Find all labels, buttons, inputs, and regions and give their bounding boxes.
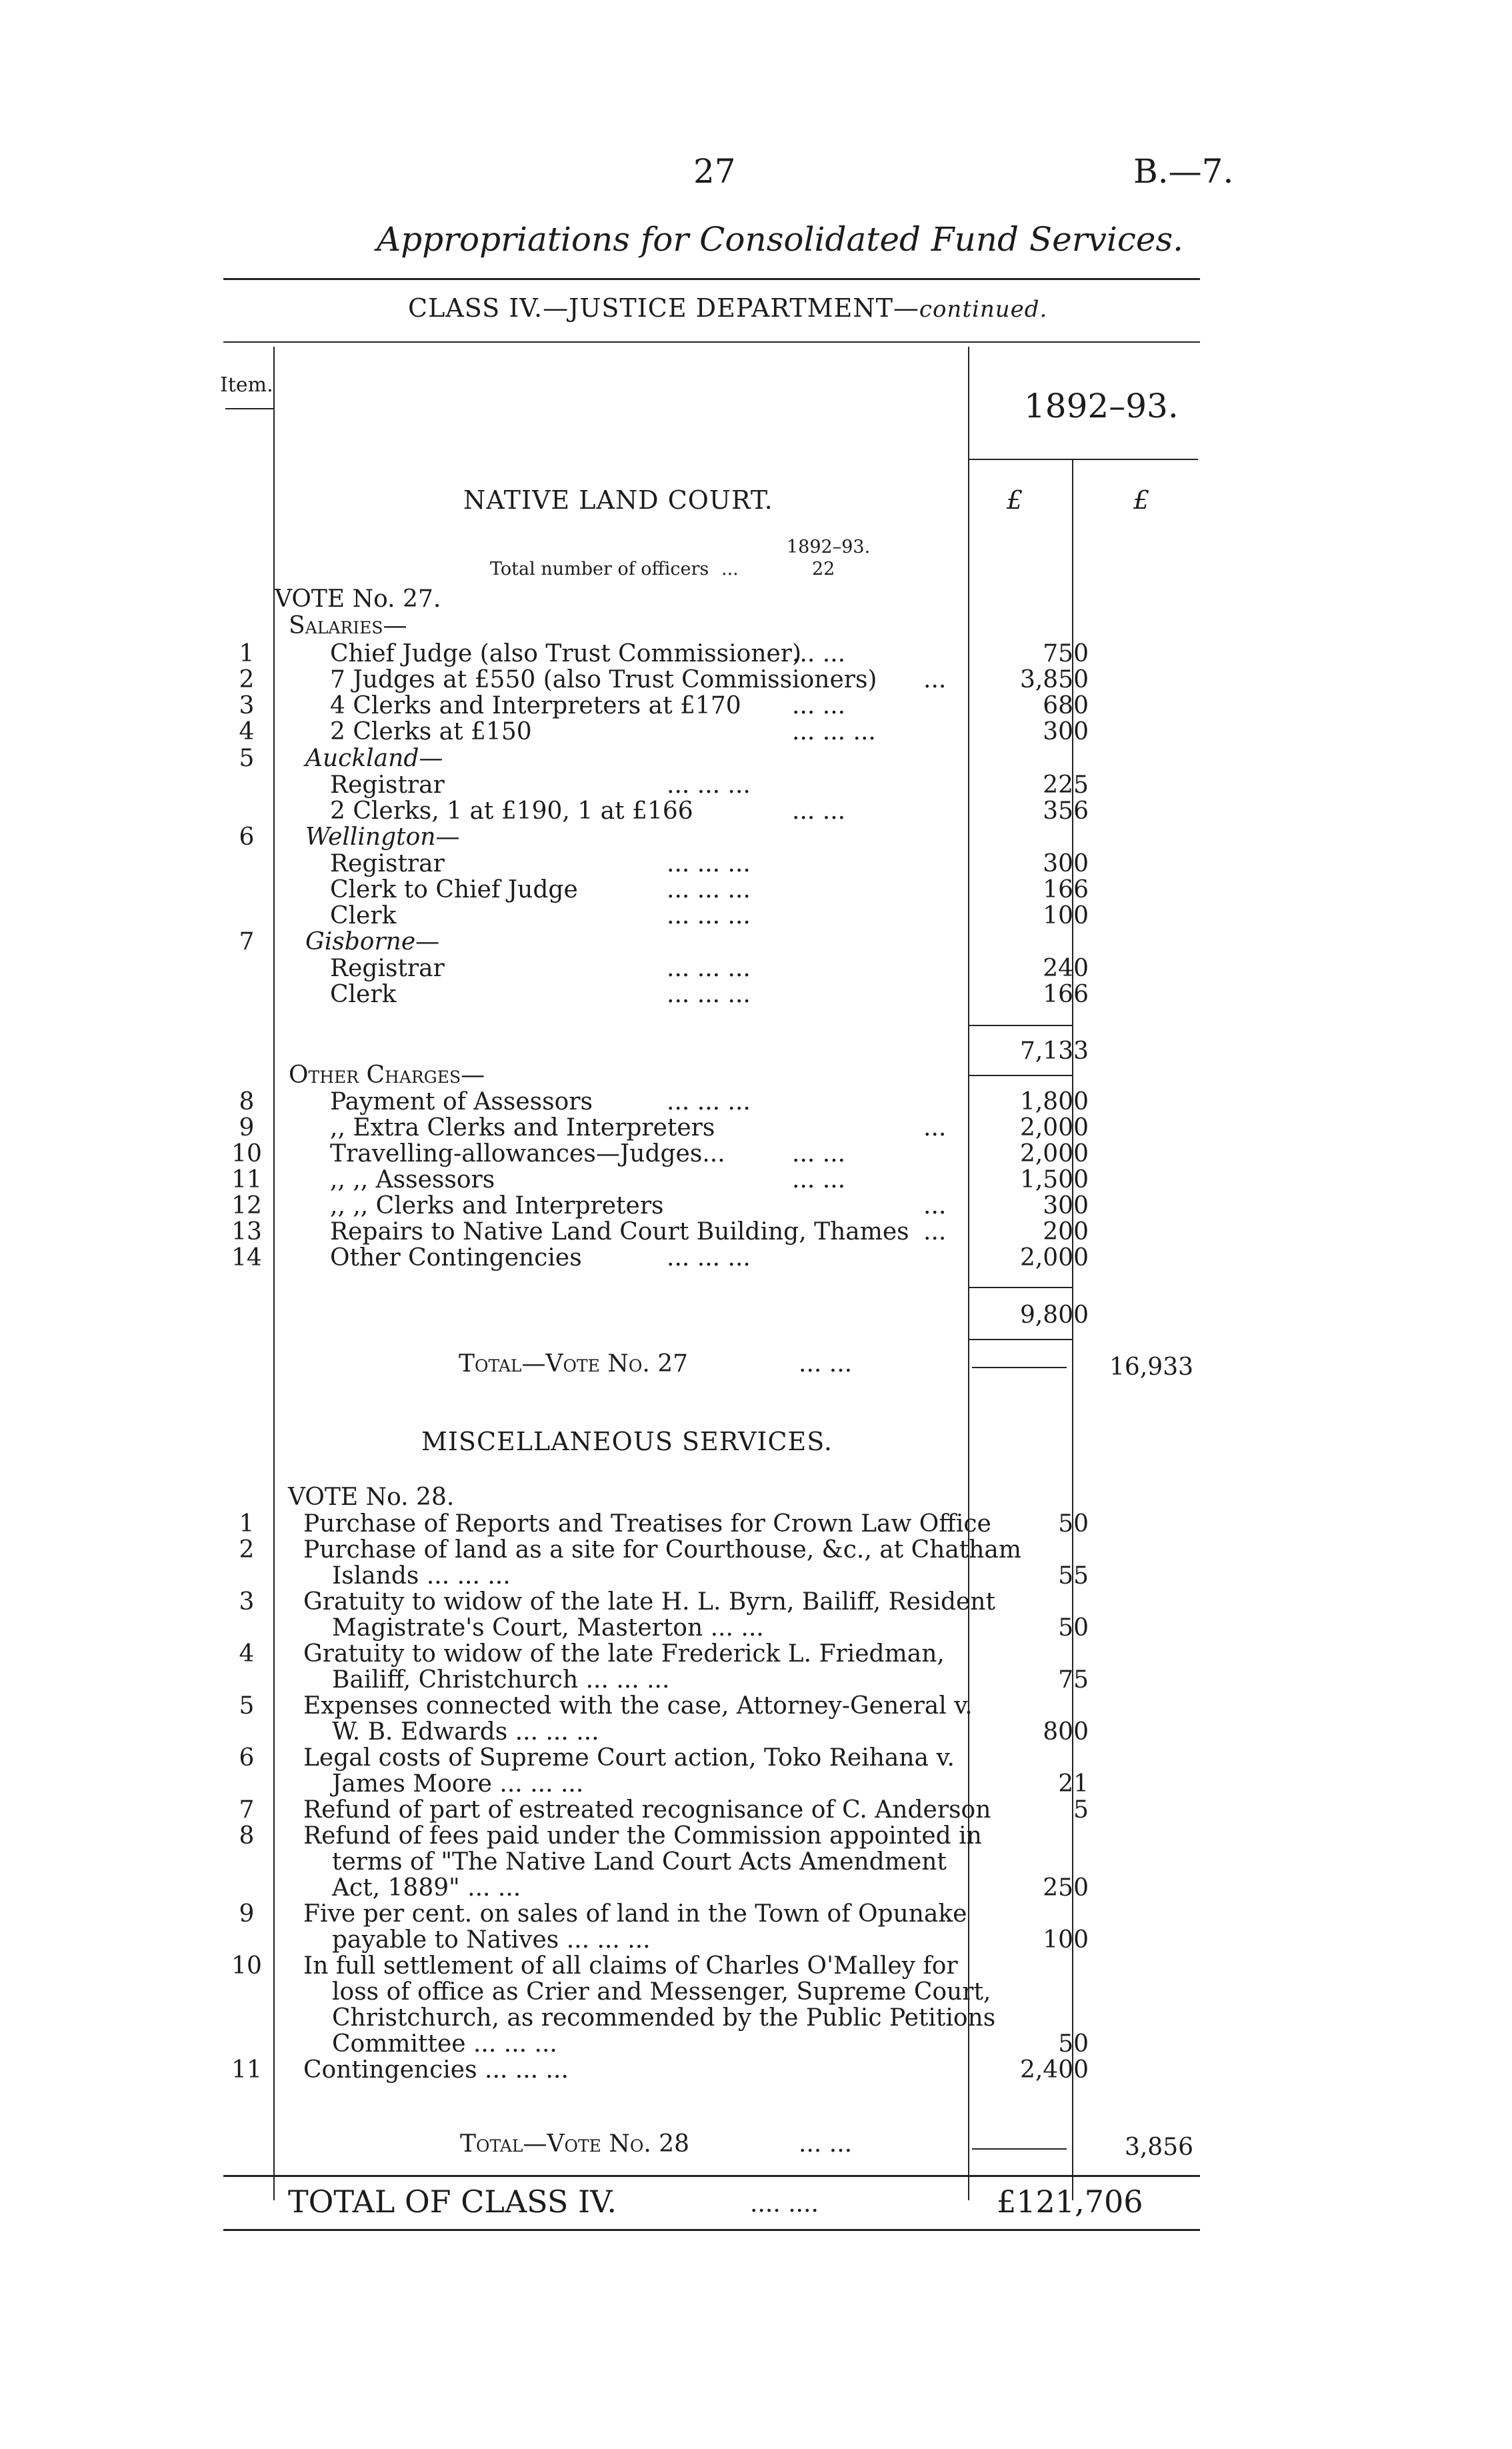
- leader-dots: ... ... ...: [667, 876, 751, 903]
- table-row: [0, 1114, 1512, 1141]
- item-number: 6: [239, 823, 255, 851]
- leader-dots: ... ... ...: [667, 771, 751, 799]
- table-row: [0, 1640, 1512, 1667]
- row-amount: 3,850: [1019, 666, 1089, 693]
- table-row: [0, 1900, 1512, 1927]
- row-amount: 680: [1043, 692, 1089, 719]
- item-number: 2: [239, 1536, 255, 1564]
- table-row: [0, 1244, 1512, 1271]
- native-land-court-title: NATIVE LAND COURT.: [463, 485, 773, 515]
- row-description: Gratuity to widow of the late Frederick L. Friedman,: [303, 1640, 945, 1668]
- item-number: 4: [239, 1640, 255, 1668]
- leader-dots: ... ...: [799, 2130, 853, 2158]
- table-row: [0, 1140, 1512, 1167]
- auckland-heading: Auckland—: [305, 745, 443, 772]
- row-amount: 166: [1043, 981, 1089, 1008]
- row-description: ,, ,, Clerks and Interpreters: [330, 1192, 664, 1219]
- row-description: 2 Clerks, 1 at £190, 1 at £166: [330, 797, 693, 825]
- table-row: [0, 1536, 1512, 1563]
- table-row: [0, 1218, 1512, 1245]
- subtotal-rule: [968, 1075, 1072, 1076]
- row-description: Committee ... ... ...: [332, 2030, 557, 2058]
- row-description: James Moore ... ... ...: [332, 1770, 584, 1798]
- leader-dots: ... ... ...: [792, 718, 876, 745]
- item-number: 5: [239, 1692, 255, 1720]
- table-row: [0, 902, 1512, 929]
- row-description: terms of "The Native Land Court Acts Amendment: [332, 1848, 947, 1876]
- row-description: In full settlement of all claims of Charles O'Malley for: [303, 1952, 958, 1980]
- item-number: 10: [231, 1952, 262, 1980]
- vote-27-total: 16,933: [1109, 1354, 1193, 1381]
- row-amount: 1,500: [1019, 1166, 1089, 1193]
- wellington-heading: Wellington—: [305, 823, 460, 851]
- leader-dots: ... ... ...: [667, 1244, 751, 1272]
- table-row: [0, 1192, 1512, 1219]
- page-subtitle: Appropriations for Consolidated Fund Services.: [377, 220, 1184, 259]
- vote-27-heading: VOTE No. 27.: [275, 585, 441, 613]
- row-description: Purchase of land as a site for Courthouse, &c., at Chatham: [303, 1536, 1022, 1564]
- leader-dots: .... ....: [750, 2190, 819, 2218]
- item-number: 11: [231, 2056, 262, 2084]
- item-number: 1: [239, 1510, 255, 1538]
- table-row: [0, 771, 1512, 798]
- table-row: [0, 1848, 1512, 1875]
- row-amount: 166: [1043, 876, 1089, 903]
- item-number: 4: [239, 718, 255, 745]
- row-description: ,, Extra Clerks and Interpreters: [330, 1114, 715, 1141]
- row-description: W. B. Edwards ... ... ...: [332, 1718, 599, 1746]
- item-number: 5: [239, 745, 255, 772]
- officers-count: 22: [812, 559, 835, 579]
- total-rule: [972, 2148, 1067, 2150]
- class-heading: CLASS IV.—JUSTICE DEPARTMENT—continued.: [408, 293, 1048, 323]
- leader-dots: ... ... ...: [667, 981, 751, 1008]
- other-charges-heading: Other Charges—: [289, 1061, 485, 1089]
- row-description: Registrar: [330, 771, 445, 799]
- row-amount: 300: [1043, 718, 1089, 745]
- row-description: Islands ... ... ...: [332, 1562, 511, 1590]
- table-row: [0, 1770, 1512, 1797]
- year-header-rule: [968, 459, 1198, 460]
- row-amount: 240: [1043, 955, 1089, 982]
- table-row: [0, 692, 1512, 719]
- row-description: Clerk to Chief Judge: [330, 876, 578, 903]
- table-row: [0, 666, 1512, 693]
- table-row: [0, 1666, 1512, 1693]
- row-description: Travelling-allowances—Judges...: [330, 1140, 725, 1167]
- item-header-underline: [225, 408, 273, 409]
- row-description: Contingencies ... ... ...: [303, 2056, 569, 2084]
- row-description: 7 Judges at £550 (also Trust Commissioners): [330, 666, 877, 693]
- table-row: [0, 955, 1512, 981]
- table-row: [0, 1978, 1512, 2005]
- table-row: [0, 981, 1512, 1007]
- row-amount: 21: [1058, 1770, 1089, 1798]
- row-description: Purchase of Reports and Treatises for Crown Law Office: [303, 1510, 991, 1538]
- pound-column-1: £: [1007, 485, 1023, 515]
- row-amount: 2,000: [1019, 1114, 1089, 1141]
- leader-dots: ... ...: [792, 1166, 846, 1193]
- row-amount: 225: [1043, 771, 1089, 799]
- grand-total-amount: £121,706: [997, 2184, 1143, 2220]
- row-description: Legal costs of Supreme Court action, Toko Reihana v.: [303, 1744, 955, 1772]
- table-row: [0, 1952, 1512, 1979]
- item-number: 6: [239, 1744, 255, 1772]
- row-amount: 300: [1043, 1192, 1089, 1219]
- row-description: Magistrate's Court, Masterton ... ...: [332, 1614, 764, 1642]
- item-number: 8: [239, 1822, 255, 1850]
- row-description: Registrar: [330, 850, 445, 877]
- table-row: [0, 1926, 1512, 1953]
- item-number: 14: [231, 1244, 262, 1272]
- table-row: [0, 797, 1512, 824]
- row-description: Gratuity to widow of the late H. L. Byrn, Bailiff, Resident: [303, 1588, 995, 1616]
- row-description: Act, 1889" ... ...: [332, 1874, 521, 1902]
- other-charges-subtotal: 9,800: [1019, 1302, 1089, 1329]
- row-amount: 75: [1058, 1666, 1089, 1694]
- table-row: [0, 1088, 1512, 1115]
- table-row: [0, 718, 1512, 745]
- table-row: [0, 850, 1512, 877]
- vote-27-total-label: Total—Vote No. 27: [459, 1350, 689, 1378]
- item-number: 2: [239, 666, 255, 693]
- leader-dots: ...: [923, 666, 947, 693]
- pound-column-2: £: [1133, 485, 1150, 515]
- subtotal-rule: [968, 1287, 1072, 1288]
- leader-dots: ... ...: [792, 797, 846, 825]
- row-description: Expenses connected with the case, Attorney-General v.: [303, 1692, 973, 1720]
- row-description: Repairs to Native Land Court Building, Thames: [330, 1218, 909, 1246]
- leader-dots: ... ... ...: [667, 1088, 751, 1115]
- item-number: 1: [239, 640, 255, 667]
- item-number: 7: [239, 1796, 255, 1824]
- grand-total-bottom-rule: [223, 2229, 1200, 2231]
- item-number: 9: [239, 1900, 255, 1928]
- gisborne-heading: Gisborne—: [305, 928, 440, 955]
- table-row: [0, 1718, 1512, 1745]
- table-row: [0, 1510, 1512, 1537]
- leader-dots: ...: [923, 1218, 947, 1246]
- misc-services-title: MISCELLANEOUS SERVICES.: [421, 1427, 833, 1456]
- leader-dots: ... ...: [792, 640, 846, 667]
- table-row: [0, 1588, 1512, 1615]
- row-amount: 250: [1043, 1874, 1089, 1902]
- row-description: payable to Natives ... ... ...: [332, 1926, 651, 1954]
- row-amount: 50: [1058, 1614, 1089, 1642]
- vote-28-total: 3,856: [1124, 2134, 1193, 2161]
- row-description: Bailiff, Christchurch ... ... ...: [332, 1666, 670, 1694]
- row-amount: 50: [1058, 2030, 1089, 2058]
- leader-dots: ... ...: [792, 1140, 846, 1167]
- vote-28-heading: VOTE No. 28.: [288, 1484, 455, 1511]
- item-number: 13: [231, 1218, 262, 1246]
- table-row: [0, 2004, 1512, 2031]
- item-number: 8: [239, 1088, 255, 1115]
- item-number: 10: [231, 1140, 262, 1167]
- row-description: Clerk: [330, 902, 397, 929]
- leader-dots: ... ... ...: [667, 850, 751, 877]
- item-column-header: Item.: [220, 373, 273, 397]
- document-reference: B.—7.: [1133, 152, 1234, 191]
- page-number: 27: [693, 152, 736, 191]
- row-description: Chief Judge (also Trust Commissioner): [330, 640, 802, 667]
- row-amount: 2,000: [1019, 1244, 1089, 1272]
- table-top-rule: [223, 341, 1200, 343]
- row-amount: 2,400: [1019, 2056, 1089, 2084]
- row-amount: 50: [1058, 1510, 1089, 1538]
- table-row: [0, 2030, 1512, 2057]
- vote-28-total-label: Total—Vote No. 28: [460, 2130, 690, 2158]
- row-amount: 2,000: [1019, 1140, 1089, 1167]
- leader-dots: ...: [923, 1114, 947, 1141]
- row-description: 2 Clerks at £150: [330, 718, 532, 745]
- leader-dots: ... ... ...: [667, 955, 751, 982]
- item-number: 3: [239, 1588, 255, 1616]
- officers-year: 1892–93.: [787, 537, 871, 557]
- row-description: Clerk: [330, 981, 397, 1008]
- row-description: Other Contingencies: [330, 1244, 582, 1272]
- leader-dots: ...: [923, 1192, 947, 1219]
- salaries-heading: Salaries—: [289, 612, 407, 639]
- subtotal-rule: [968, 1339, 1072, 1340]
- subtotal-rule: [968, 1025, 1072, 1026]
- row-description: Refund of part of estreated recognisance of C. Anderson: [303, 1796, 991, 1824]
- row-amount: 5: [1073, 1796, 1089, 1824]
- leader-dots: ... ... ...: [667, 902, 751, 929]
- item-number: 9: [239, 1114, 255, 1141]
- item-number: 7: [239, 928, 255, 955]
- officers-label: Total number of officers: [490, 559, 709, 579]
- table-row: [0, 1166, 1512, 1193]
- row-description: Refund of fees paid under the Commission appointed in: [303, 1822, 982, 1850]
- row-amount: 100: [1043, 902, 1089, 929]
- row-amount: 356: [1043, 797, 1089, 825]
- row-description: 4 Clerks and Interpreters at £170: [330, 692, 741, 719]
- table-row: [0, 2056, 1512, 2083]
- row-description: loss of office as Crier and Messenger, Supreme Court,: [332, 1978, 991, 2006]
- table-row: [0, 1874, 1512, 1901]
- table-row: [0, 1614, 1512, 1641]
- table-row: [0, 1796, 1512, 1823]
- table-row: [0, 1562, 1512, 1589]
- table-row: [0, 1692, 1512, 1719]
- header-rule: [223, 278, 1200, 280]
- row-amount: 55: [1058, 1562, 1089, 1590]
- salaries-subtotal: 7,133: [1019, 1037, 1089, 1065]
- row-description: Registrar: [330, 955, 445, 982]
- item-number: 11: [231, 1166, 262, 1193]
- grand-total-top-rule: [223, 2175, 1200, 2177]
- leader-dots: ... ...: [792, 692, 846, 719]
- row-description: ,, ,, Assessors: [330, 1166, 495, 1193]
- row-amount: 100: [1043, 1926, 1089, 1954]
- item-number: 3: [239, 692, 255, 719]
- row-amount: 1,800: [1019, 1088, 1089, 1115]
- table-row: [0, 1744, 1512, 1771]
- table-row: [0, 640, 1512, 667]
- row-amount: 800: [1043, 1718, 1089, 1746]
- table-row: [0, 1822, 1512, 1849]
- row-amount: 300: [1043, 850, 1089, 877]
- row-description: Payment of Assessors: [330, 1088, 593, 1115]
- table-row: [0, 876, 1512, 903]
- leader-dots: ... ...: [799, 1350, 853, 1378]
- row-description: Five per cent. on sales of land in the Town of Opunake: [303, 1900, 967, 1928]
- row-description: Christchurch, as recommended by the Public Petitions: [332, 2004, 996, 2032]
- grand-total-label: TOTAL OF CLASS IV.: [288, 2184, 617, 2220]
- row-amount: 750: [1043, 640, 1089, 667]
- item-number: 12: [231, 1192, 262, 1219]
- officers-dots: ...: [721, 559, 739, 579]
- year-column-header: 1892–93.: [1024, 387, 1179, 425]
- row-amount: 200: [1043, 1218, 1089, 1246]
- total-rule: [972, 1367, 1067, 1368]
